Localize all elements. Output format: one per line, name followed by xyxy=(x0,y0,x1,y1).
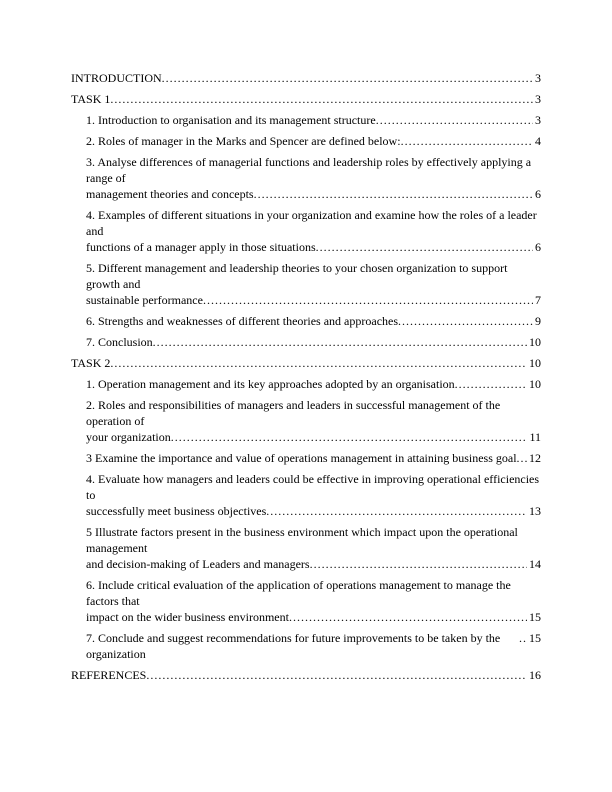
toc-leader-dots xyxy=(310,556,527,572)
toc-entry[interactable] xyxy=(86,260,541,308)
toc-entry[interactable] xyxy=(86,207,541,255)
toc-entry-last-line xyxy=(71,91,541,107)
toc-entry-line[interactable]: 6. Include critical evaluation of the application of operations management to manage the factors that xyxy=(86,578,511,608)
toc-leader-dots xyxy=(110,355,527,371)
toc-leader-dots xyxy=(110,91,533,107)
toc-entry[interactable] xyxy=(86,133,541,149)
toc-leader-dots xyxy=(171,429,528,445)
toc-entry-title[interactable]: 3 Examine the importance and value of operations management in attaining business goal xyxy=(86,451,517,465)
toc-entry-wrapped-lines xyxy=(86,207,541,239)
toc-entry-line[interactable]: 2. Roles and responsibilities of managers and leaders in successful management of the operation of xyxy=(86,398,501,428)
toc-page-number[interactable]: 11 xyxy=(529,430,541,444)
toc-page-number[interactable]: 12 xyxy=(529,451,541,465)
toc-entry-line[interactable]: 3. Analyse differences of managerial functions and leadership roles by effectively applying a range of xyxy=(86,155,532,185)
toc-page-number[interactable]: 15 xyxy=(529,631,541,645)
toc-page-number[interactable]: 15 xyxy=(529,610,541,624)
toc-entry[interactable] xyxy=(86,630,541,662)
toc-entry-title[interactable]: and decision-making of Leaders and managers xyxy=(86,557,310,571)
toc-entry-title[interactable]: your organization xyxy=(86,430,171,444)
toc-entry[interactable] xyxy=(86,524,541,572)
toc-entry-title[interactable]: 7. Conclude and suggest recommendations for future improvements to be taken by the organization xyxy=(86,631,501,661)
toc-page-number[interactable]: 4 xyxy=(535,134,541,148)
toc-entry-title[interactable]: TASK 1 xyxy=(71,92,111,106)
toc-entry-last-line xyxy=(86,239,541,255)
toc-entry[interactable] xyxy=(86,577,541,625)
toc-entry-line[interactable]: 4. Evaluate how managers and leaders could be effective in improving operational efficiencies to xyxy=(86,472,540,502)
toc-leader-dots xyxy=(398,313,533,329)
toc-entry-last-line xyxy=(86,313,541,329)
toc-entry-last-line xyxy=(86,450,541,466)
toc-entry-last-line xyxy=(86,556,541,572)
toc-entry-title[interactable]: sustainable performance xyxy=(86,293,203,307)
toc-leader-dots xyxy=(376,112,533,128)
toc-leader-dots xyxy=(266,503,527,519)
toc-entry[interactable] xyxy=(71,91,541,107)
toc-leader-dots xyxy=(455,376,527,392)
toc-entry-title[interactable]: 2. Roles of manager in the Marks and Spencer are defined below: xyxy=(86,134,401,148)
toc-leader-dots xyxy=(519,630,527,646)
toc-page-number[interactable]: 10 xyxy=(529,377,541,391)
toc-entry-title[interactable]: 6. Strengths and weaknesses of different theories and approaches xyxy=(86,314,399,328)
toc-entry-title[interactable]: TASK 2 xyxy=(71,356,111,370)
toc-entry-title[interactable]: 7. Conclusion xyxy=(86,335,153,349)
toc-page-number[interactable]: 10 xyxy=(529,356,541,370)
toc-entry-last-line xyxy=(86,112,541,128)
toc-entry[interactable] xyxy=(86,112,541,128)
toc-entry[interactable] xyxy=(86,376,541,392)
toc-entry-title[interactable]: 1. Introduction to organisation and its management structure xyxy=(86,113,376,127)
toc-entry-title[interactable]: successfully meet business objectives xyxy=(86,504,267,518)
toc-leader-dots xyxy=(517,450,527,466)
toc-page-number[interactable]: 6 xyxy=(535,240,541,254)
toc-page-number[interactable]: 16 xyxy=(529,668,541,682)
toc-entry-last-line xyxy=(86,133,541,149)
toc-entry[interactable] xyxy=(86,334,541,350)
toc-entry-last-line xyxy=(71,70,541,86)
toc-leader-dots xyxy=(401,133,533,149)
toc-entry[interactable] xyxy=(86,471,541,519)
toc-entry-line[interactable]: 5 Illustrate factors present in the business environment which impact upon the operational management xyxy=(86,525,518,555)
toc-entry[interactable] xyxy=(71,355,541,371)
toc-entry-title[interactable]: INTRODUCTION xyxy=(71,71,162,85)
toc-entry-last-line xyxy=(86,376,541,392)
toc-entry[interactable] xyxy=(86,397,541,445)
toc-page-number[interactable]: 3 xyxy=(535,71,541,85)
toc-leader-dots xyxy=(203,292,533,308)
toc-entry[interactable] xyxy=(86,154,541,202)
toc-leader-dots xyxy=(316,239,533,255)
toc-entry-last-line xyxy=(86,609,541,625)
table-of-contents xyxy=(71,70,541,683)
toc-entry-last-line xyxy=(86,186,541,202)
toc-page-number[interactable]: 14 xyxy=(529,557,541,571)
toc-entry-last-line xyxy=(71,355,541,371)
toc-page-number[interactable]: 7 xyxy=(535,293,541,307)
toc-leader-dots xyxy=(162,70,533,86)
toc-entry-wrapped-lines xyxy=(86,154,541,186)
toc-page-number[interactable]: 6 xyxy=(535,187,541,201)
toc-entry-wrapped-lines xyxy=(86,577,541,609)
toc-leader-dots xyxy=(254,186,533,202)
toc-entry-last-line xyxy=(86,334,541,350)
toc-leader-dots xyxy=(146,667,527,683)
toc-entry-wrapped-lines xyxy=(86,397,541,429)
toc-entry-last-line xyxy=(86,429,541,445)
toc-entry-title[interactable]: impact on the wider business environment xyxy=(86,610,289,624)
toc-page-number[interactable]: 10 xyxy=(529,335,541,349)
toc-page-number[interactable]: 3 xyxy=(535,92,541,106)
toc-entry-last-line xyxy=(86,503,541,519)
toc-entry-last-line xyxy=(86,630,541,662)
toc-entry-last-line xyxy=(71,667,541,683)
toc-entry-wrapped-lines xyxy=(86,471,541,503)
toc-entry-wrapped-lines xyxy=(86,260,541,292)
toc-entry-title[interactable]: functions of a manager apply in those situations xyxy=(86,240,316,254)
toc-entry[interactable] xyxy=(86,450,541,466)
toc-entry-wrapped-lines xyxy=(86,524,541,556)
toc-entry[interactable] xyxy=(86,313,541,329)
toc-page-number[interactable]: 3 xyxy=(535,113,541,127)
toc-entry-title[interactable]: management theories and concepts xyxy=(86,187,254,201)
toc-entry-title[interactable]: REFERENCES xyxy=(71,668,147,682)
toc-entry-title[interactable]: 1. Operation management and its key approaches adopted by an organisation xyxy=(86,377,455,391)
toc-entry[interactable] xyxy=(71,667,541,683)
toc-page-number[interactable]: 9 xyxy=(535,314,541,328)
toc-leader-dots xyxy=(153,334,527,350)
toc-entry[interactable] xyxy=(71,70,541,86)
toc-page-number[interactable]: 13 xyxy=(529,504,541,518)
toc-entry-last-line xyxy=(86,292,541,308)
toc-leader-dots xyxy=(289,609,527,625)
toc-entry-line[interactable]: 4. Examples of different situations in your organization and examine how the roles of a leader and xyxy=(86,208,537,238)
toc-entry-line[interactable]: 5. Different management and leadership theories to your chosen organization to support growth and xyxy=(86,261,508,291)
